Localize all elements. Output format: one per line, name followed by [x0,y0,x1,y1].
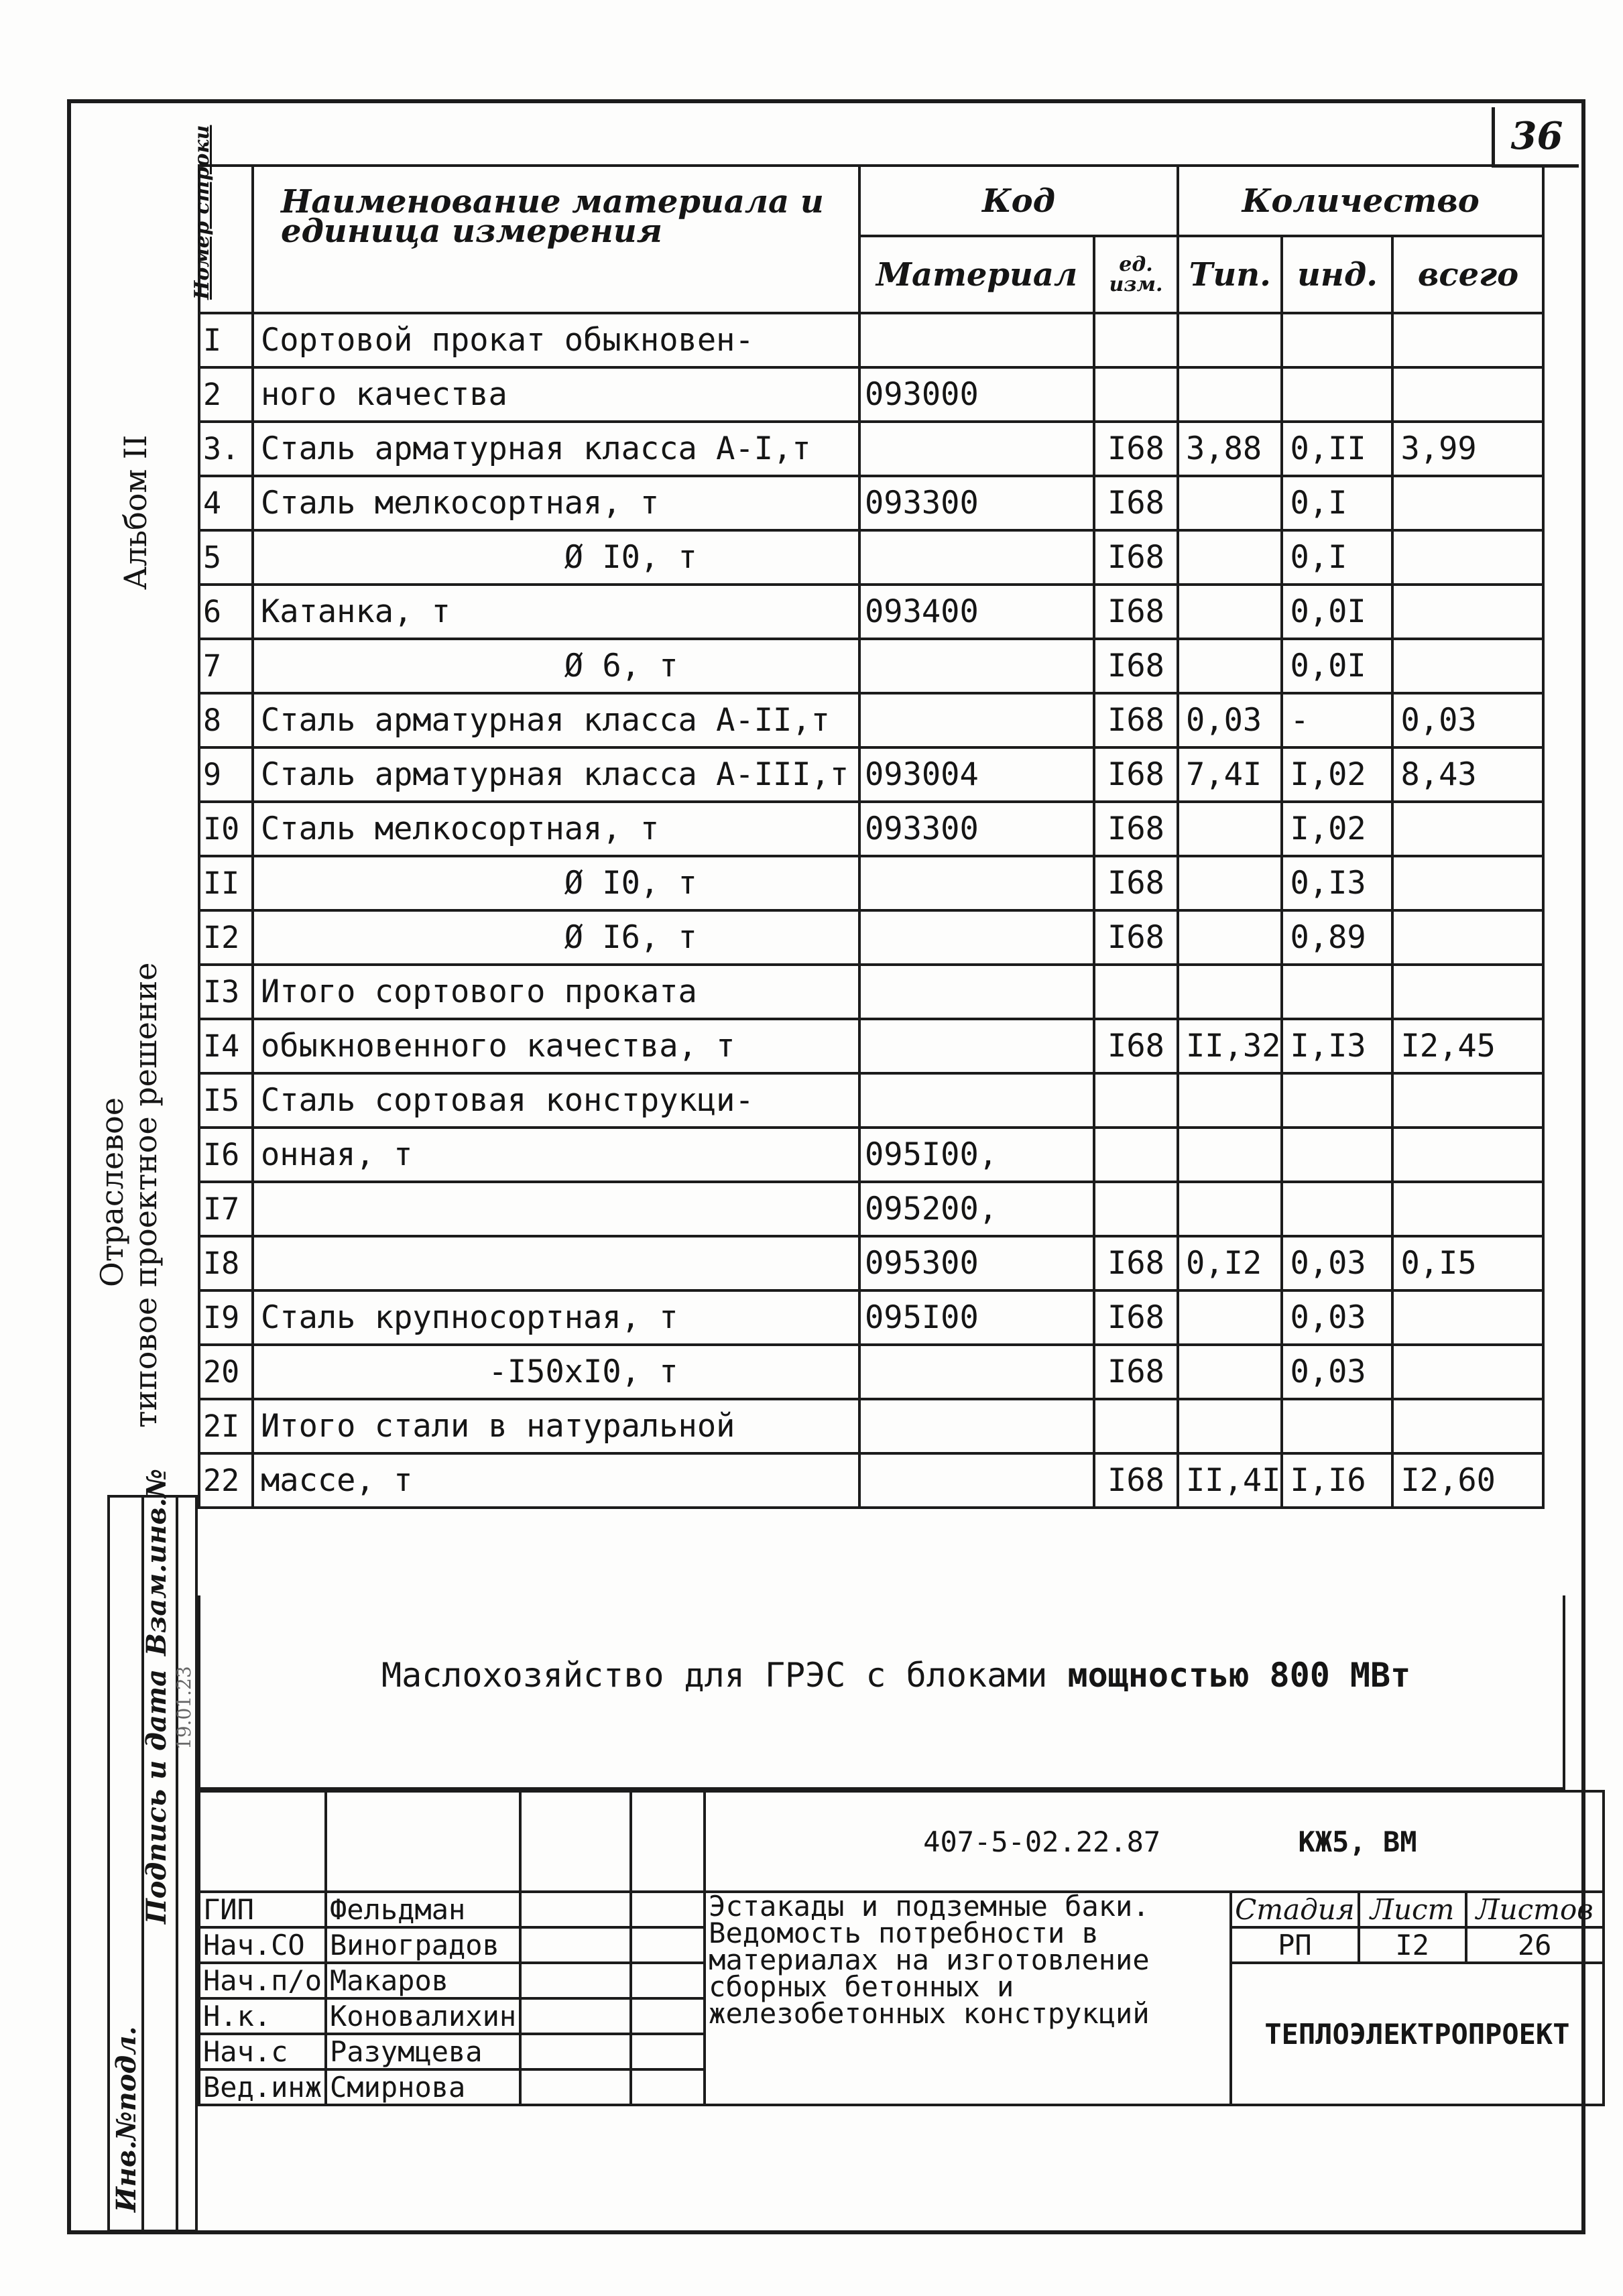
material-code [859,1399,1094,1453]
material-code: 095200, [859,1182,1094,1236]
qty-ind: I,I3 [1282,1019,1392,1073]
table-row [199,1453,1543,1508]
stamp-name: Фельдман [326,1892,520,1927]
project-title: Маслохозяйство для ГРЭС с блоками мощностью 800 МВт [381,1656,1411,1695]
unit-code: I68 [1094,693,1178,747]
table-row [199,693,1543,747]
table-row [199,1073,1543,1128]
material-name: Сталь арматурная класса А-I,т [253,422,859,476]
unit-code [1094,1073,1178,1128]
material-name: массе, т [253,1453,859,1508]
col-material-header: Материал [859,236,1094,313]
stamp-date [631,1963,705,1998]
material-name [253,1236,859,1290]
qty-typ [1178,585,1282,639]
material-name: онная, т [253,1128,859,1182]
stamp-role: Нач.с [199,2034,326,2069]
row-number: 2 [199,367,253,422]
row-number: I3 [199,965,253,1019]
stamp-name: Смирнова [326,2069,520,2105]
col-quantity-header: Количество [1178,166,1543,236]
qty-typ [1178,802,1282,856]
qty-total [1392,856,1543,910]
table-row [199,1236,1543,1290]
qty-total [1392,965,1543,1019]
unit-code: I68 [1094,1453,1178,1508]
row-number: 2I [199,1399,253,1453]
qty-typ [1178,910,1282,965]
qty-typ [1178,1399,1282,1453]
material-code [859,1073,1094,1128]
material-code: 093300 [859,476,1094,530]
material-code: 093000 [859,367,1094,422]
stamp-role: Нач.СО [199,1927,326,1963]
material-code [859,693,1094,747]
qty-ind: - [1282,693,1392,747]
table-row [199,1128,1543,1182]
qty-ind: 0,03 [1282,1345,1392,1399]
unit-code [1094,965,1178,1019]
unit-code: I68 [1094,1019,1178,1073]
table-row [199,910,1543,965]
unit-code [1094,367,1178,422]
material-code: 093004 [859,747,1094,802]
row-number: 22 [199,1453,253,1508]
qty-ind [1282,965,1392,1019]
qty-typ: 3,88 [1178,422,1282,476]
qty-ind [1282,1399,1392,1453]
material-name: Катанка, т [253,585,859,639]
material-name: Ø I6, т [253,910,859,965]
row-number: 8 [199,693,253,747]
stamp-name: Разумцева [326,2034,520,2069]
unit-code: I68 [1094,422,1178,476]
material-name: Сталь мелкосортная, т [253,802,859,856]
qty-total [1392,1290,1543,1345]
table-row [199,802,1543,856]
material-name [253,1182,859,1236]
stamp-signature [520,1963,631,1998]
qty-total: 8,43 [1392,747,1543,802]
qty-ind [1282,1073,1392,1128]
row-number: I7 [199,1182,253,1236]
col-row-number: Номер строки [199,166,253,313]
table-row [199,313,1543,367]
table-row [199,965,1543,1019]
page-number: 36 [1492,107,1579,168]
sheet-label: Лист [1359,1892,1466,1927]
stamp-date [631,2034,705,2069]
stamp-name: Виноградов [326,1927,520,1963]
row-number: I9 [199,1290,253,1345]
qty-ind: 0,0I [1282,639,1392,693]
title-stamp [198,1790,1605,2106]
col-total-header: всего [1392,236,1543,313]
document-code: 407-5-02.22.87 КЖ5, ВМ [705,1791,1603,1892]
material-code [859,530,1094,585]
sheets-label: Листов [1466,1892,1604,1927]
material-name: Сортовой прокат обыкновен- [253,313,859,367]
qty-typ: II,4I [1178,1453,1282,1508]
material-name: Сталь арматурная класса А-III,т [253,747,859,802]
col-name-header: Наименование материала и единица измерения [253,166,859,313]
unit-code: I68 [1094,1236,1178,1290]
unit-code: I68 [1094,1290,1178,1345]
stamp-date [631,1892,705,1927]
stamp-signature [520,2069,631,2105]
unit-code: I68 [1094,802,1178,856]
table-row [199,422,1543,476]
qty-ind [1282,1182,1392,1236]
stamp-date [631,1927,705,1963]
material-code [859,1453,1094,1508]
col-unit-header: ед. изм. [1094,236,1178,313]
material-name: Ø 6, т [253,639,859,693]
material-code: 095I00 [859,1290,1094,1345]
material-name: Итого сортового проката [253,965,859,1019]
qty-typ [1178,476,1282,530]
qty-total: I2,45 [1392,1019,1543,1073]
row-number: I0 [199,802,253,856]
qty-total [1392,1073,1543,1128]
material-name: обыкновенного качества, т [253,1019,859,1073]
col-ind-header: инд. [1282,236,1392,313]
material-name: Ø I0, т [253,530,859,585]
stamp-date [631,2069,705,2105]
side-line2: типовое проектное решение [127,962,164,1428]
row-number: 9 [199,747,253,802]
material-name: Сталь сортовая конструкци- [253,1073,859,1128]
stage-label: Стадия [1231,1892,1358,1927]
qty-ind [1282,367,1392,422]
unit-code: I68 [1094,747,1178,802]
material-code: 093300 [859,802,1094,856]
qty-ind: I,I6 [1282,1453,1392,1508]
material-code [859,313,1094,367]
stamp-name: Коновалихин [326,1998,520,2034]
qty-typ: 0,03 [1178,693,1282,747]
unit-code [1094,313,1178,367]
sheet-description: Эстакады и подземные баки. Ведомость потребности в материалах на изготовление сборных бетонных и железобетонных конструкций [705,1892,1231,2105]
qty-typ [1178,530,1282,585]
row-number: I6 [199,1128,253,1182]
qty-typ [1178,1182,1282,1236]
stamp-person-row [199,1892,1604,1927]
qty-ind: 0,03 [1282,1236,1392,1290]
table-row [199,1019,1543,1073]
unit-code: I68 [1094,530,1178,585]
qty-typ [1178,1128,1282,1182]
qty-total [1392,530,1543,585]
qty-total [1392,1345,1543,1399]
stamp-date [631,1998,705,2034]
side-line1: Отраслевое [94,1097,130,1287]
qty-ind: I,02 [1282,747,1392,802]
material-code [859,1019,1094,1073]
unit-code: I68 [1094,856,1178,910]
col-typ-header: Тип. [1178,236,1282,313]
table-row [199,1182,1543,1236]
material-code: 095I00, [859,1128,1094,1182]
materials-table [190,125,1545,1509]
organization: ТЕПЛОЭЛЕКТРОПРОЕКТ [1231,1963,1603,2105]
stamp-role: Вед.инж [199,2069,326,2105]
material-code [859,965,1094,1019]
material-name: Ø I0, т [253,856,859,910]
qty-total: 0,03 [1392,693,1543,747]
table-row [199,639,1543,693]
table-row [199,367,1543,422]
material-code [859,856,1094,910]
row-number: 7 [199,639,253,693]
unit-code [1094,1128,1178,1182]
stamp-role: ГИП [199,1892,326,1927]
col-code-header: Код [859,166,1178,236]
qty-ind [1282,1128,1392,1182]
side-stamp-col2: Подпись и дата [141,1669,172,1924]
material-code [859,639,1094,693]
stamp-sheet: I2 [1359,1927,1466,1963]
qty-typ [1178,639,1282,693]
row-number: I8 [199,1236,253,1290]
table-row [199,747,1543,802]
qty-total [1392,639,1543,693]
unit-code: I68 [1094,639,1178,693]
qty-total [1392,910,1543,965]
stamp-signature [520,2034,631,2069]
table-row [199,585,1543,639]
side-stamp-date: 19.01.23 [173,1666,195,1750]
stamp-signature [520,1892,631,1927]
stamp-signature [520,1927,631,1963]
material-code [859,422,1094,476]
qty-total [1392,1182,1543,1236]
unit-code: I68 [1094,585,1178,639]
qty-ind: 0,II [1282,422,1392,476]
materials-rows [199,313,1543,1508]
table-row [199,530,1543,585]
qty-typ: II,32 [1178,1019,1282,1073]
material-name: Сталь арматурная класса А-II,т [253,693,859,747]
unit-code: I68 [1094,476,1178,530]
qty-typ [1178,965,1282,1019]
qty-ind: I,02 [1282,802,1392,856]
qty-total [1392,313,1543,367]
qty-ind [1282,313,1392,367]
stamp-name: Макаров [326,1963,520,1998]
qty-total [1392,585,1543,639]
table-row [199,856,1543,910]
qty-total [1392,1399,1543,1453]
row-number: 3. [199,422,253,476]
row-number: 4 [199,476,253,530]
qty-typ [1178,1290,1282,1345]
unit-code [1094,1399,1178,1453]
stamp-stage: РП [1231,1927,1358,1963]
row-number: I [199,313,253,367]
material-name: Итого стали в натуральной [253,1399,859,1453]
qty-total [1392,802,1543,856]
qty-ind: 0,03 [1282,1290,1392,1345]
material-name: ного качества [253,367,859,422]
side-stamp-col3: Взам.инв.№ [141,1468,172,1656]
qty-total: 0,I5 [1392,1236,1543,1290]
stamp-sheets: 26 [1466,1927,1604,1963]
stamp-signature [520,1998,631,2034]
qty-typ [1178,1073,1282,1128]
qty-typ [1178,367,1282,422]
table-row [199,1345,1543,1399]
row-number: I2 [199,910,253,965]
table-row [199,1290,1543,1345]
unit-code: I68 [1094,1345,1178,1399]
qty-typ [1178,1345,1282,1399]
material-name: -I50xI0, т [253,1345,859,1399]
qty-typ [1178,856,1282,910]
qty-ind: 0,0I [1282,585,1392,639]
qty-total: I2,60 [1392,1453,1543,1508]
unit-code: I68 [1094,910,1178,965]
qty-total [1392,476,1543,530]
album-label: Альбом II [117,434,154,590]
qty-ind: 0,I [1282,530,1392,585]
table-row [199,476,1543,530]
row-number: I4 [199,1019,253,1073]
material-name: Сталь мелкосортная, т [253,476,859,530]
title-block [198,1595,1565,1790]
side-stamp-col1: Инв.№подл. [111,2026,142,2212]
qty-ind: 0,89 [1282,910,1392,965]
table-row [199,1399,1543,1453]
material-code: 095300 [859,1236,1094,1290]
row-number: 6 [199,585,253,639]
row-number: I5 [199,1073,253,1128]
qty-typ [1178,313,1282,367]
qty-total: 3,99 [1392,422,1543,476]
qty-typ: 0,I2 [1178,1236,1282,1290]
stamp-role: Нач.п/о [199,1963,326,1998]
material-code: 093400 [859,585,1094,639]
row-number: 20 [199,1345,253,1399]
stamp-people [199,1892,1604,2105]
row-number: 5 [199,530,253,585]
material-code [859,910,1094,965]
stamp-role: Н.к. [199,1998,326,2034]
material-name: Сталь крупносортная, т [253,1290,859,1345]
qty-total [1392,367,1543,422]
unit-code [1094,1182,1178,1236]
qty-ind: 0,I [1282,476,1392,530]
qty-ind: 0,I3 [1282,856,1392,910]
qty-typ: 7,4I [1178,747,1282,802]
material-code [859,1345,1094,1399]
qty-total [1392,1128,1543,1182]
row-number: II [199,856,253,910]
